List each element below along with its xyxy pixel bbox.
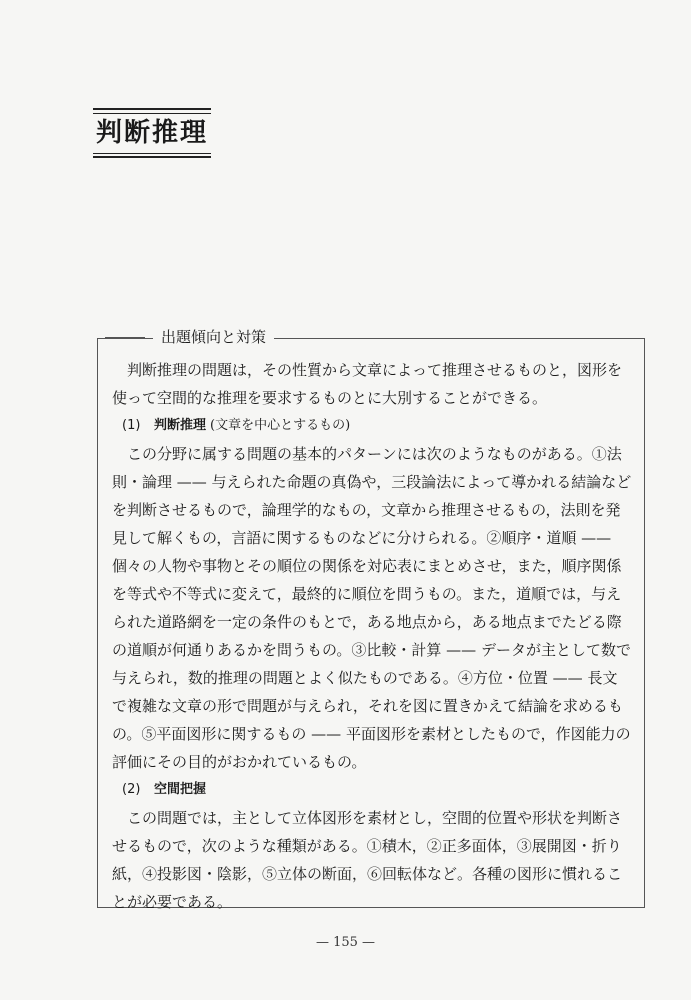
section-heading [153, 326, 274, 348]
subsection-1-note: (文章を中心とするもの) [210, 418, 351, 433]
intro-paragraph: 判断推理の問題は，その性質から文章によって推理させるものと，図形を使って空間的な推理を要求するものとに大別することができる。 [112, 361, 623, 407]
subsection-2-paragraph: この問題では，主として立体図形を素材とし，空間的位置や形状を判断させるもので，次のような種類がある。①積木，②正多面体，③展開図・折り紙，④投影図・陰影，⑤立体の断面，⑥回転体など。各種の図形に慣れることが必要である。 [112, 809, 623, 911]
title-rule-top-thick [93, 108, 211, 110]
subsection-2-label: 空間把握 [154, 782, 207, 797]
heading-dash-left [105, 337, 145, 338]
title-rule-bottom-thin [93, 153, 211, 154]
subsection-1-label: 判断推理 [154, 418, 207, 433]
subsection-2-header [112, 776, 632, 804]
section-heading-text: 出題傾向と対策 [161, 328, 267, 346]
section-body [112, 356, 632, 916]
subsection-1-paragraph: この分野に属する問題の基本的パターンには次のようなものがある。①法則・論理 —— 与えられた命題の真偽や，三段論法によって導かれる結論などを判断させるもので，論理学的なもの，文章から推理させるもの，法則を発見して解くもの，言語に関するものなどに分けられる。②順序・道順 —— 個々の人物や事物とその順位の関係を対応表にまとめさせ，また，順序関係を等式や不等式に変えて，最終的に順位を問うもの。また，道順では，与えられた道路網を一定の条件のもとで，ある地点から，ある地点までたどる際の道順が何通りあるかを問うもの。③比較・計算 —— データが主として数で与えられ，数的推理の問題とよく似たものである。④方位・位置 —— 長文で複雑な文章の形で問題が与えられ，それを図に置きかえて結論を求めるもの。⑤平面図形に関するもの —— 平面図形を素材としたもので，作図能力の評価にその目的がおかれているもの。 [112, 445, 632, 771]
subsection-1-number: (1) [122, 418, 141, 433]
title-rule-bottom-thick [93, 156, 211, 158]
subsection-1-header [112, 412, 632, 440]
chapter-title: 判断推理 [95, 118, 208, 148]
subsection-2-number: (2) [122, 782, 141, 797]
page-number: — 155 — [315, 935, 376, 950]
